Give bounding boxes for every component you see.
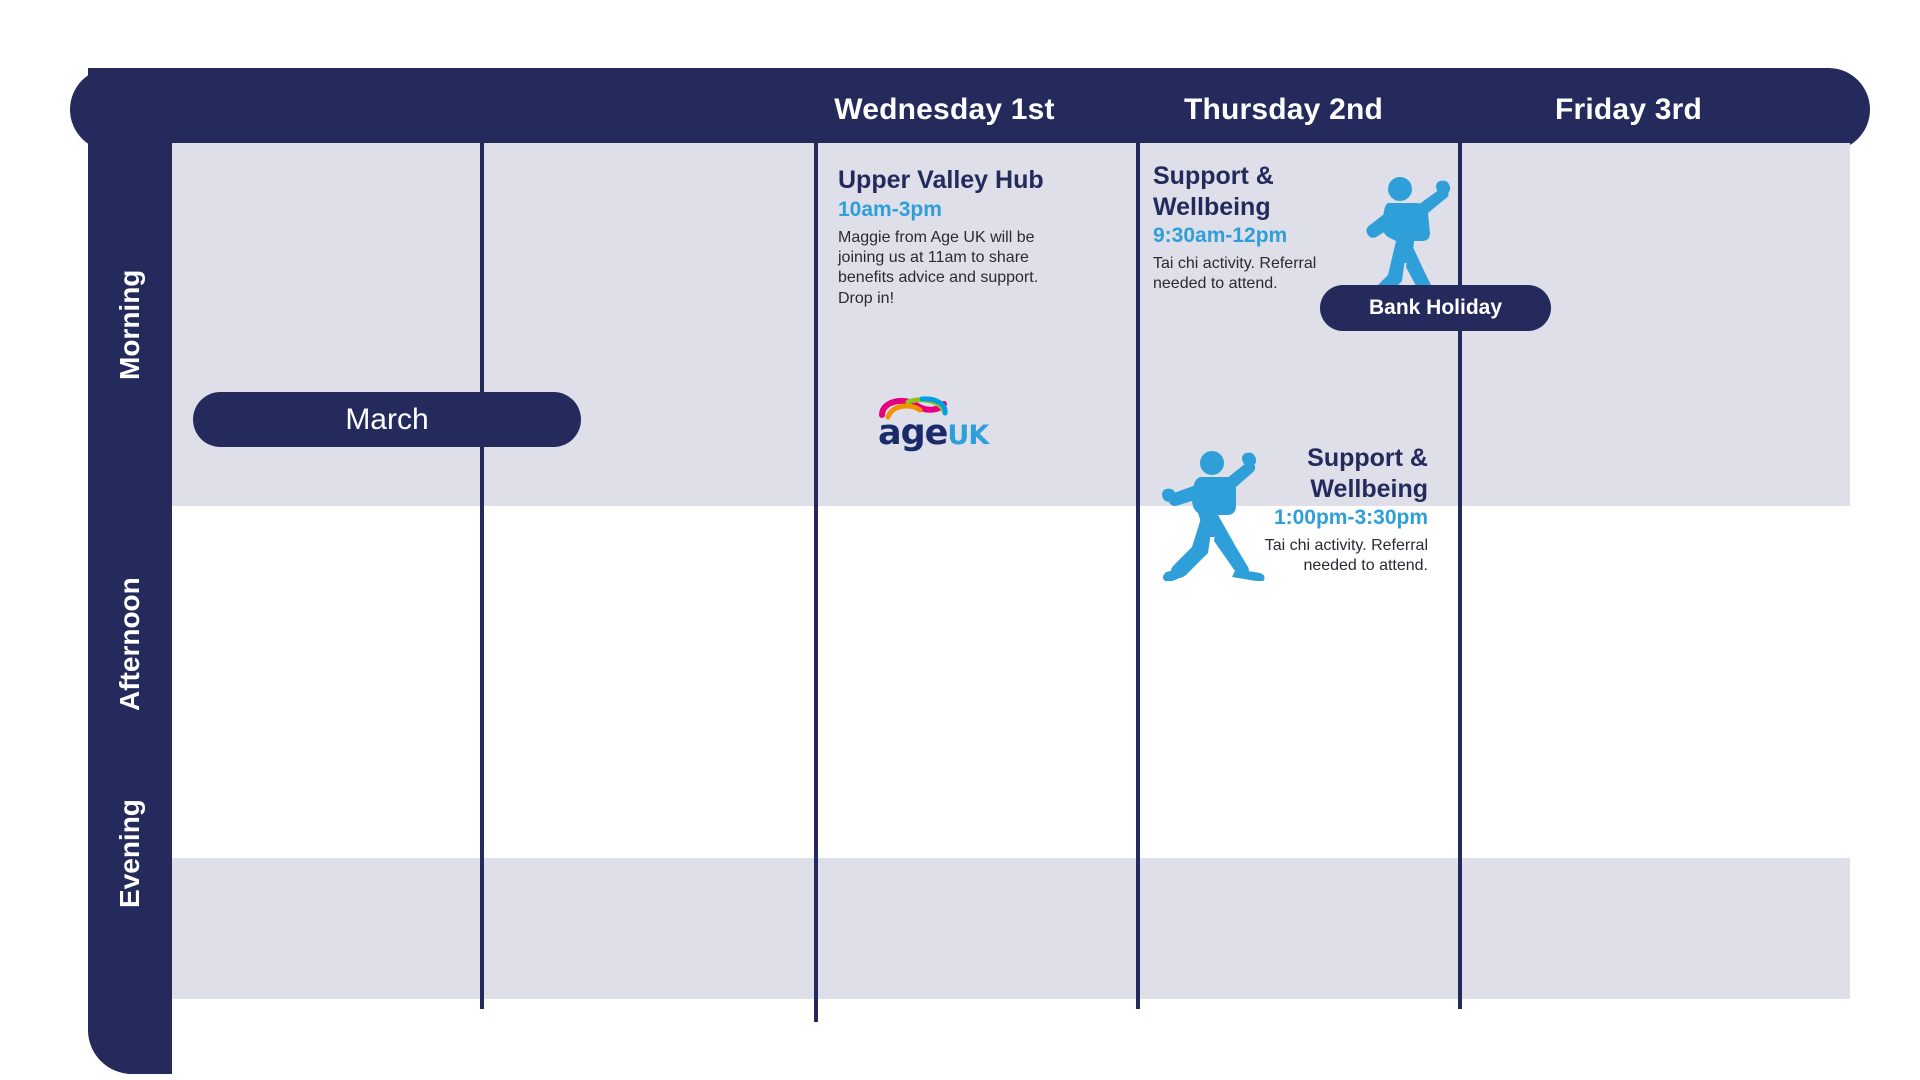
column-divider-3 [1136,143,1140,1009]
row-label-afternoon: Afternoon [114,577,145,712]
event-title: Support & Wellbeing [1307,444,1428,503]
header-col-wednesday: Wednesday 1st [834,92,1055,126]
event-time: 9:30am-12pm [1153,224,1288,247]
calendar-grid [88,143,1850,999]
row-label-evening: Evening [114,799,145,908]
calendar-header-labels [70,68,1870,151]
month-pill[interactable]: March [193,392,581,447]
row-label-spine [88,68,172,1074]
event-wednesday-morning[interactable] [838,165,1128,309]
column-divider-2 [814,143,818,1022]
event-time: 1:00pm-3:30pm [1273,506,1428,529]
row-background-afternoon [164,506,1850,806]
header-col-friday: Friday 3rd [1554,92,1703,126]
row-background-evening [164,858,1850,999]
event-description: Maggie from Age UK will be joining us at 11am to share benefits advice and support. Drop in! [838,228,1039,307]
event-title: Support & Wellbeing [1153,162,1274,221]
age-uk-text-uk: UK [947,420,989,451]
age-uk-logo [878,395,998,451]
status-badge-bank-holiday[interactable]: Bank Holiday [1320,285,1551,331]
age-uk-wordmark [878,413,988,453]
event-title: Upper Valley Hub [838,166,1044,194]
age-uk-text-age: age [878,413,948,453]
tai-chi-figure-icon [1150,441,1270,581]
column-divider-1 [480,143,484,1009]
event-time: 10am-3pm [838,197,942,221]
event-description: Tai chi activity. Referral needed to attend. [1264,537,1428,575]
header-col-thursday: Thursday 2nd [1183,92,1384,126]
event-description: Tai chi activity. Referral needed to attend. [1153,255,1317,293]
row-label-morning: Morning [114,269,145,380]
